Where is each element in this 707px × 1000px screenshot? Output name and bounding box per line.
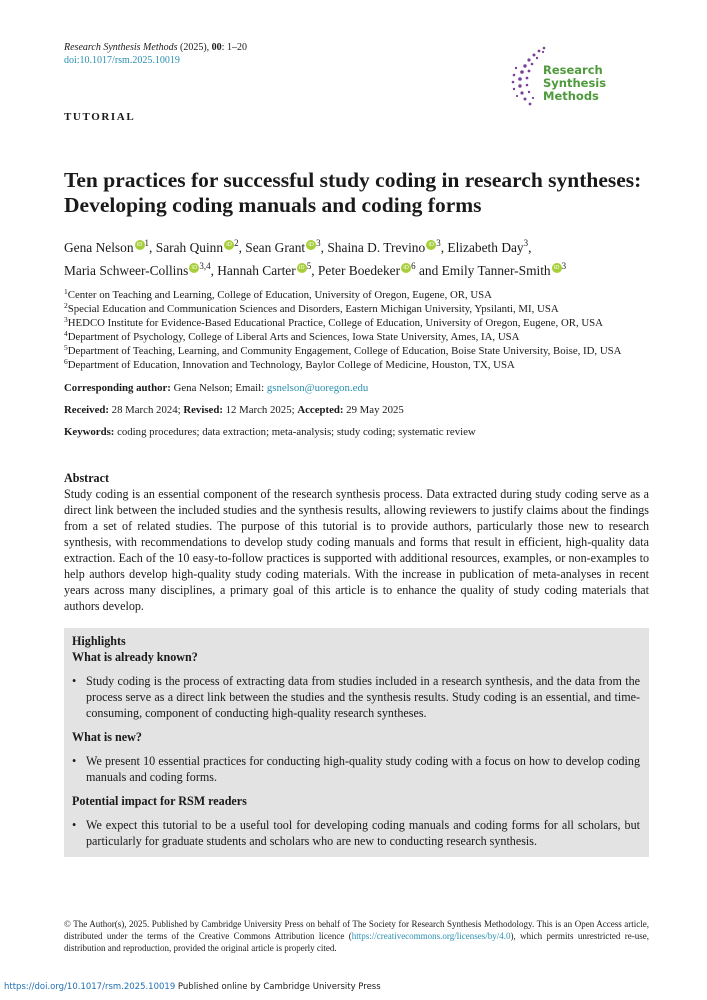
orcid-icon[interactable]: iD: [224, 240, 234, 250]
orcid-icon[interactable]: iD: [189, 263, 199, 273]
corresponding-email-link[interactable]: gsnelson@uoregon.edu: [266, 382, 369, 394]
author-affiliation-ref: 3: [523, 238, 529, 248]
article-doi-link[interactable]: doi:10.1017/rsm.2025.10019: [64, 55, 180, 66]
page-footer: [4, 982, 381, 993]
impact-heading: Potential impact for RSM readers: [72, 794, 247, 808]
author-name[interactable]: Maria Schweer-Collins: [64, 263, 189, 278]
logo-wordmark: [543, 64, 657, 103]
author-name[interactable]: Elizabeth Day: [447, 240, 524, 255]
orcid-icon[interactable]: iD: [401, 263, 411, 273]
impact-bullet: [72, 817, 640, 849]
author-name[interactable]: Sarah Quinn: [155, 240, 224, 255]
author-list: [64, 236, 664, 282]
keywords: [64, 425, 476, 439]
author-name[interactable]: Hannah Carter: [217, 263, 296, 278]
affiliation-number: 6: [64, 357, 68, 366]
corresponding-author: [64, 381, 368, 395]
bullet-icon: •: [72, 818, 77, 832]
keywords-label: Keywords:: [64, 426, 115, 438]
affiliation-item: [64, 288, 684, 302]
affiliation-item: [64, 358, 684, 372]
author-separator: ,: [210, 263, 218, 278]
bullet-icon: •: [72, 674, 77, 688]
new-heading: What is new?: [72, 730, 142, 744]
author-separator: ,: [320, 240, 328, 255]
abstract-body: Study coding is an essential component of the research synthesis process. Data extracted during study coding serve as a direct link between the included studies and the synthesis results, allowing reviewers to justify claims about the findings from a set of related studies. The purpose of this tutorial is to provide authors, particularly those new to research synthesis, with recommendations to develop study coding manuals and forms that result in efficient, high-quality data extraction. Each of the 10 easy-to-follow practices is supported with additional resources, examples, or non-examples to help authors develop high-quality study coding materials. With the increase in publication of meta-analyses in recent years across many disciplines, a primary goal of this article is to enhance the quality of study coding materials that authors develop.: [64, 487, 649, 613]
received-label: Received:: [64, 404, 109, 416]
author-affiliation-ref: 3: [561, 261, 567, 271]
new-bullet: [72, 753, 640, 785]
author-separator: ,: [528, 240, 532, 255]
author-separator: and: [415, 263, 442, 278]
author-separator: ,: [149, 240, 156, 255]
corresponding-text: Gena Nelson; Email:: [170, 382, 267, 394]
license-notice: [64, 918, 649, 954]
author-affiliation-ref: 3,4: [199, 261, 211, 271]
affiliation-text: Special Education and Communication Sciences and Disorders, Eastern Michigan University, Ypsilanti, MI, USA: [67, 303, 559, 315]
license-text-a: © The Author(s), 2025. Published by Cambridge University Press on behalf of The Society for Research Synthesis Methodology. This is an Open Access article, distributed under the terms of the Creative Commons Attribution licence (: [64, 919, 649, 941]
published-online-text: Published online by Cambridge University Press: [175, 982, 381, 992]
journal-logo: [507, 42, 657, 110]
affiliation-number: 1: [64, 287, 68, 296]
affiliation-item: [64, 316, 684, 330]
orcid-icon[interactable]: iD: [426, 240, 436, 250]
bullet-icon: •: [72, 754, 77, 768]
keywords-text: coding procedures; data extraction; meta-analysis; study coding; systematic review: [114, 426, 476, 438]
affiliation-text: Department of Psychology, College of Liberal Arts and Sciences, Iowa State University, Ames, IA, USA: [67, 331, 520, 343]
journal-citation: [64, 42, 247, 54]
author-name[interactable]: Peter Boedeker: [317, 263, 401, 278]
journal-volume: 00: [211, 42, 222, 53]
highlights-heading: Highlights: [72, 634, 126, 648]
abstract-section: [64, 470, 649, 614]
orcid-icon[interactable]: iD: [135, 240, 145, 250]
journal-year: (2025),: [180, 42, 210, 53]
known-bullet: [72, 673, 640, 721]
footer-doi-link[interactable]: https://doi.org/10.1017/rsm.2025.10019: [4, 982, 176, 992]
license-link[interactable]: https://creativecommons.org/licenses/by/4.0: [351, 931, 511, 941]
affiliation-number: 4: [64, 329, 68, 338]
affiliation-item: [64, 302, 684, 316]
affiliation-item: [64, 344, 684, 358]
revised-label: Revised:: [183, 404, 223, 416]
author-affiliation-ref: 6: [411, 261, 416, 271]
affiliation-text: Department of Teaching, Learning, and Community Engagement, College of Education, Boise State University, Boise, ID, USA: [67, 345, 622, 357]
affiliation-number: 3: [64, 315, 68, 324]
author-separator: ,: [238, 240, 246, 255]
orcid-icon[interactable]: iD: [297, 263, 307, 273]
affiliation-number: 5: [64, 343, 68, 352]
known-heading: What is already known?: [72, 650, 198, 664]
license-text-b: ), which permits unrestricted re-use, distribution and reproduction, provided the original article is properly cited.: [64, 931, 649, 953]
author-affiliation-ref: 2: [234, 238, 239, 248]
new-text: We present 10 essential practices for conducting high-quality study coding with a focus on how to develop coding manuals and coding forms.: [86, 754, 640, 784]
abstract-heading: Abstract: [64, 471, 110, 485]
affiliation-text: Center on Teaching and Learning, College of Education, University of Oregon, Eugene, OR, USA: [67, 289, 492, 301]
affiliation-text: Department of Education, Innovation and Technology, Baylor College of Medicine, Houston, TX, USA: [67, 359, 515, 371]
logo-line-2: Synthesis Methods: [543, 76, 607, 103]
journal-pages: : 1–20: [221, 42, 247, 53]
revised-date: 12 March 2025;: [222, 404, 298, 416]
affiliation-item: [64, 330, 684, 344]
accepted-label: Accepted:: [297, 404, 344, 416]
author-affiliation-ref: 3: [316, 238, 321, 248]
article-dates: [64, 403, 404, 417]
corresponding-label: Corresponding author:: [64, 382, 171, 394]
logo-dots-icon: [507, 42, 547, 110]
orcid-icon[interactable]: iD: [552, 263, 562, 273]
affiliation-number: 2: [64, 301, 68, 310]
impact-text: We expect this tutorial to be a useful tool for developing coding manuals and coding forms for all scholars, but particularly for graduate students and scholars who are new to conducting research synthesis.: [86, 818, 640, 848]
affiliation-text: HEDCO Institute for Evidence-Based Educational Practice, College of Education, University of Oregon, Eugene, OR, USA: [67, 317, 603, 329]
article-type-label: TUTORIAL: [64, 111, 136, 123]
author-name[interactable]: Emily Tanner-Smith: [441, 263, 551, 278]
author-separator: ,: [311, 263, 318, 278]
author-name[interactable]: Shaina D. Trevino: [327, 240, 426, 255]
author-name[interactable]: Sean Grant: [245, 240, 306, 255]
received-date: 28 March 2024;: [108, 404, 184, 416]
author-separator: ,: [440, 240, 448, 255]
author-name[interactable]: Gena Nelson: [64, 240, 134, 255]
highlights-box: [64, 628, 649, 857]
author-affiliation-ref: 3: [436, 238, 441, 248]
journal-name: Research Synthesis Methods: [64, 42, 178, 53]
accepted-date: 29 May 2025: [343, 404, 404, 416]
author-affiliation-ref: 5: [306, 261, 312, 271]
affiliation-list: [64, 288, 684, 372]
author-affiliation-ref: 1: [144, 238, 150, 248]
logo-line-1: Research: [543, 63, 603, 77]
article-title: Ten practices for successful study coding in research syntheses: Developing coding manuals and coding forms: [64, 168, 642, 217]
orcid-icon[interactable]: iD: [306, 240, 316, 250]
known-text: Study coding is the process of extracting data from studies included in a research synthesis, and the data from the process serve as a direct link between the studies and the synthesis results. Study coding is an essential, and time-consuming, component of conducting high-quality research syntheses.: [86, 674, 640, 720]
